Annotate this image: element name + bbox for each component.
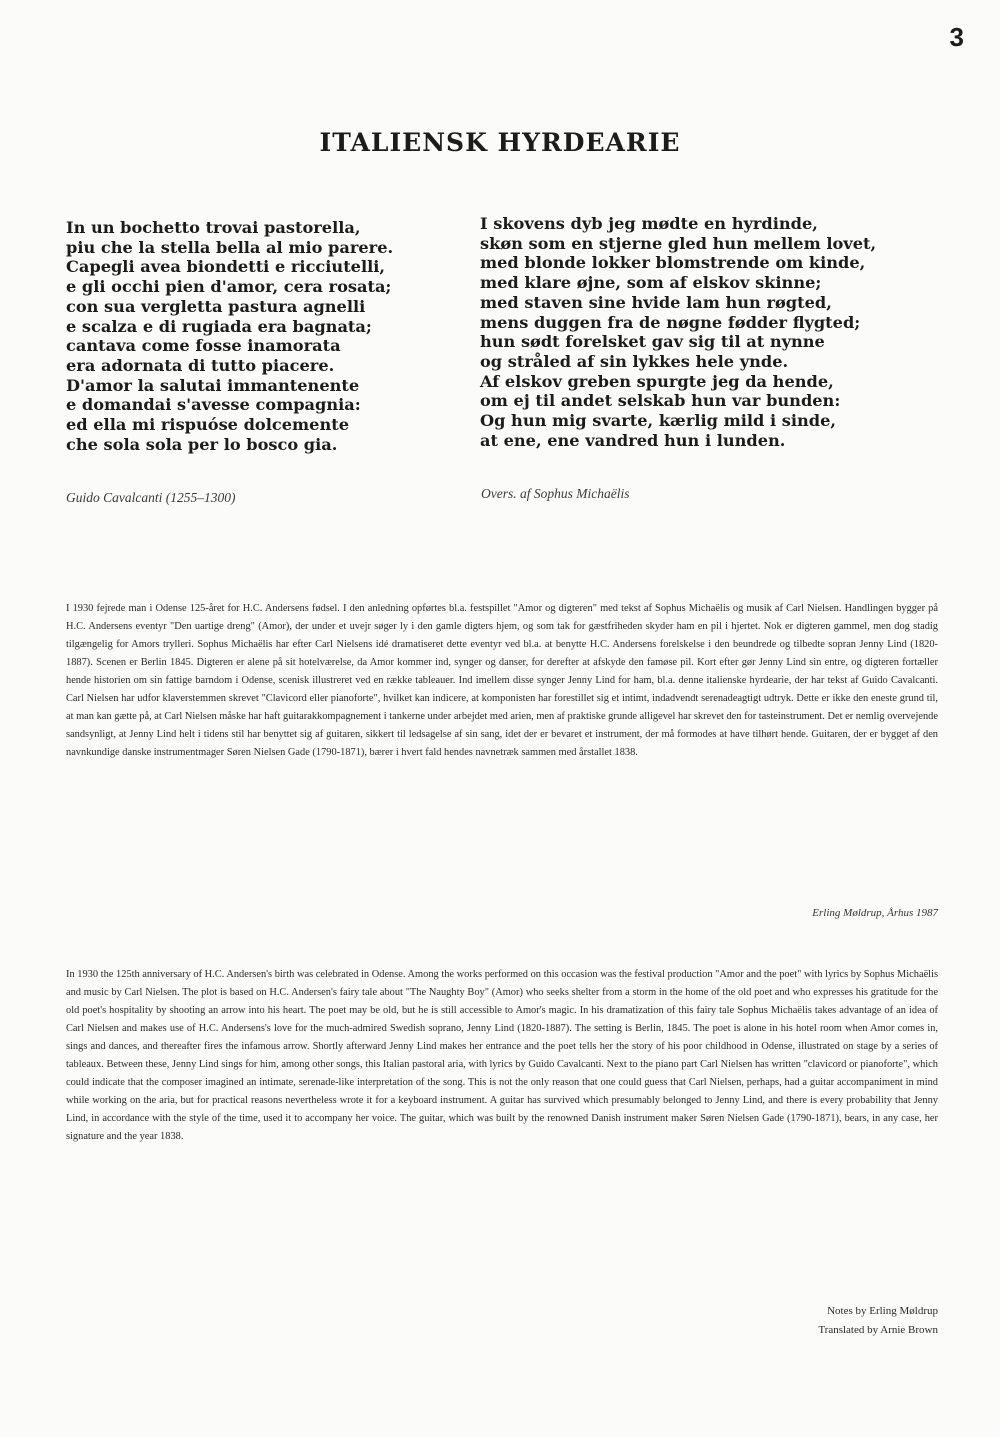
poem-line: Af elskov greben spurgte jeg da hende, <box>480 371 834 391</box>
poem-line: che sola sola per lo bosco gia. <box>66 434 338 454</box>
poem-line: og stråled af sin lykkes hele ynde. <box>480 351 789 371</box>
signature-line: Notes by Erling Møldrup <box>827 1305 938 1317</box>
italian-poem-credit: Guido Cavalcanti (1255–1300) <box>66 490 236 505</box>
poem-line: hun sødt forelsket gav sig til at nynne <box>480 332 825 352</box>
poem-line: med staven sine hvide lam hun røgted, <box>480 292 832 312</box>
poem-line: cantava come fosse inamorata <box>66 336 341 356</box>
danish-poem <box>480 214 980 450</box>
poem-line: om ej til andet selskab hun var bunden: <box>480 391 841 411</box>
italian-poem <box>66 218 466 454</box>
poem-line: I skovens dyb jeg mødte en hyrdinde, <box>480 214 818 233</box>
poem-line: e scalza e di rugiada era bagnata; <box>66 316 372 336</box>
english-notes-paragraph: In 1930 the 125th anniversary of H.C. Andersen's birth was celebrated in Odense. Among the works performed on this occasion was the festival production "Amor and the poet" with lyrics by Sophus Michaëlis and music by Carl Nielsen. The plot is based on H.C. Andersen's fairy tale about "The Naughty Boy" (Amor) who seeks shelter from a storm in the home of the old poet and who expresses his gratitude for the old poet's hospitality by shooting an arrow into his heart. The poet may be old, but he is still accessible to Amor's magic. In his dramatization of this fairy tale Sophus Michaëlis takes advantage of an idea of Carl Nielsen and makes use of H.C. Andersens's love for the much-admired Swedish soprano, Jenny Lind (1820-1887). The setting is Berlin, 1845. The poet is alone in his hotel room when Amor comes in, sings and dances, and thereafter fires the infamous arrow. Shortly afterward Jenny Lind makes her entrance and the poet tells her the story of his poor childhood in Odense, illustrated on stage by a series of tableaux. Between these, Jenny Lind sings for him, among other songs, this Italian pastoral aria, with lyrics by Guido Cavalcanti. Next to the piano part Carl Nielsen has written "clavicord or pianoforte", which could indicate that the composer imagined an intimate, serenade-like interpretation of the song. This is not the only reason that one could guess that Carl Nielsen, perhaps, had a guitar accompaniment in mind while working on the aria, but for practical reasons nevertheless wrote it for a keyboard instrument. A guitar has survived which presumably belonged to Jenny Lind, and there is every probability that Jenny Lind, in accordance with the style of the time, used it to accompany her voice. The guitar, which was built by the renowned Danish instrument maker Søren Nielsen Gade (1790-1871), bears, in any case, her signature and the year 1838. <box>66 969 938 1142</box>
poem-line: ed ella mi rispuóse dolcemente <box>66 415 350 435</box>
danish-notes-paragraph: I 1930 fejrede man i Odense 125-året for H.C. Andersens fødsel. I den anledning opførtes bl.a. festspillet "Amor og digteren" med tekst af Sophus Michaëlis og musik af Carl Nielsen. Handlingen bygger på H.C. Andersens eventyr "Den uartige dreng" (Amor), der under et uvejr søger ly i den gamle digters hjem, og som tak for gæstfriheden skyder ham en pil i hjertet. Nok er digteren gammel, men dog stadig tilgængelig for Amors trylleri. Sophus Michaëlis har efter Carl Nielsens idé dramatiseret dette eventyr ved bl.a. at benytte H.C. Andersens forelskelse i den beundrede og tilbedte sopran Jenny Lind (1820-1887). Scenen er Berlin 1845. Digteren er alene på sit hotelværelse, da Amor kommer ind, synger og danser, for derefter at afskyde den famøse pil. Kort efter gør Jenny Lind sin entre, og digteren fortæller hende historien om sin fattige barndom i Odense, scenisk illustreret ved en række tableauer. Ind imellem disse synger Jenny Lind for ham, bl.a. denne italienske hyrdearie, der har tekst af Guido Cavalcanti. Carl Nielsen har udfor klaverstemmen skrevet "Clavicord eller pianoforte", hvilket kan indicere, at komponisten har forestillet sig et intimt, indadvendt serenadeagtigt udtryk. Dette er ikke den eneste grund til, at man kan gætte på, at Carl Nielsen måske har haft guitarakkompagnement i tankerne under arbejdet med arien, men af praktiske grunde alligevel har skrevet den for tasteinstrument. Det er nemlig overvejende sandsynligt, at Jenny Lind helt i tidens stil har benyttet sig af guitaren, sikkert til ledsagelse af sin sang, idet der er bevaret et instrument, der må formodes at have tilhørt hende. Guitaren, der er bygget af den navnkundige danske instrumentmager Søren Nielsen Gade (1790-1871), bærer i hvert fald hendes navnetræk sammen med årstallet 1838. <box>66 603 938 758</box>
poem-line: at ene, ene vandred hun i lunden. <box>480 430 786 450</box>
poem-line: med blonde lokker blomstrende om kinde, <box>480 253 866 273</box>
danish-notes-signature: Erling Møldrup, Århus 1987 <box>812 907 938 919</box>
poem-line: mens duggen fra de nøgne fødder flygted; <box>480 312 861 332</box>
poem-line: Og hun mig svarte, kærlig mild i sinde, <box>480 411 837 431</box>
signature-line: Translated by Arnie Brown <box>818 1324 938 1336</box>
poem-line: skøn som en stjerne gled hun mellem lovet, <box>480 233 877 253</box>
poem-line: Capegli avea biondetti e ricciutelli, <box>66 257 386 277</box>
poem-line: e gli occhi pien d'amor, cera rosata; <box>66 277 392 297</box>
poem-line: piu che la stella bella al mio parere. <box>66 237 394 257</box>
poem-line: D'amor la salutai immantenente <box>66 375 360 395</box>
poem-line: e domandai s'avesse compagnia: <box>66 395 361 415</box>
poem-line: con sua vergletta pastura agnelli <box>66 296 366 316</box>
poem-line: med klare øjne, som af elskov skinne; <box>480 273 822 293</box>
poem-line: era adornata di tutto piacere. <box>66 355 335 375</box>
page-title: ITALIENSK HYRDEARIE <box>319 128 681 157</box>
english-notes-signature <box>818 1302 938 1340</box>
poem-line: In un bochetto trovai pastorella, <box>66 218 361 237</box>
danish-poem-credit: Overs. af Sophus Michaëlis <box>481 486 630 501</box>
page-number: 3 <box>949 22 964 52</box>
